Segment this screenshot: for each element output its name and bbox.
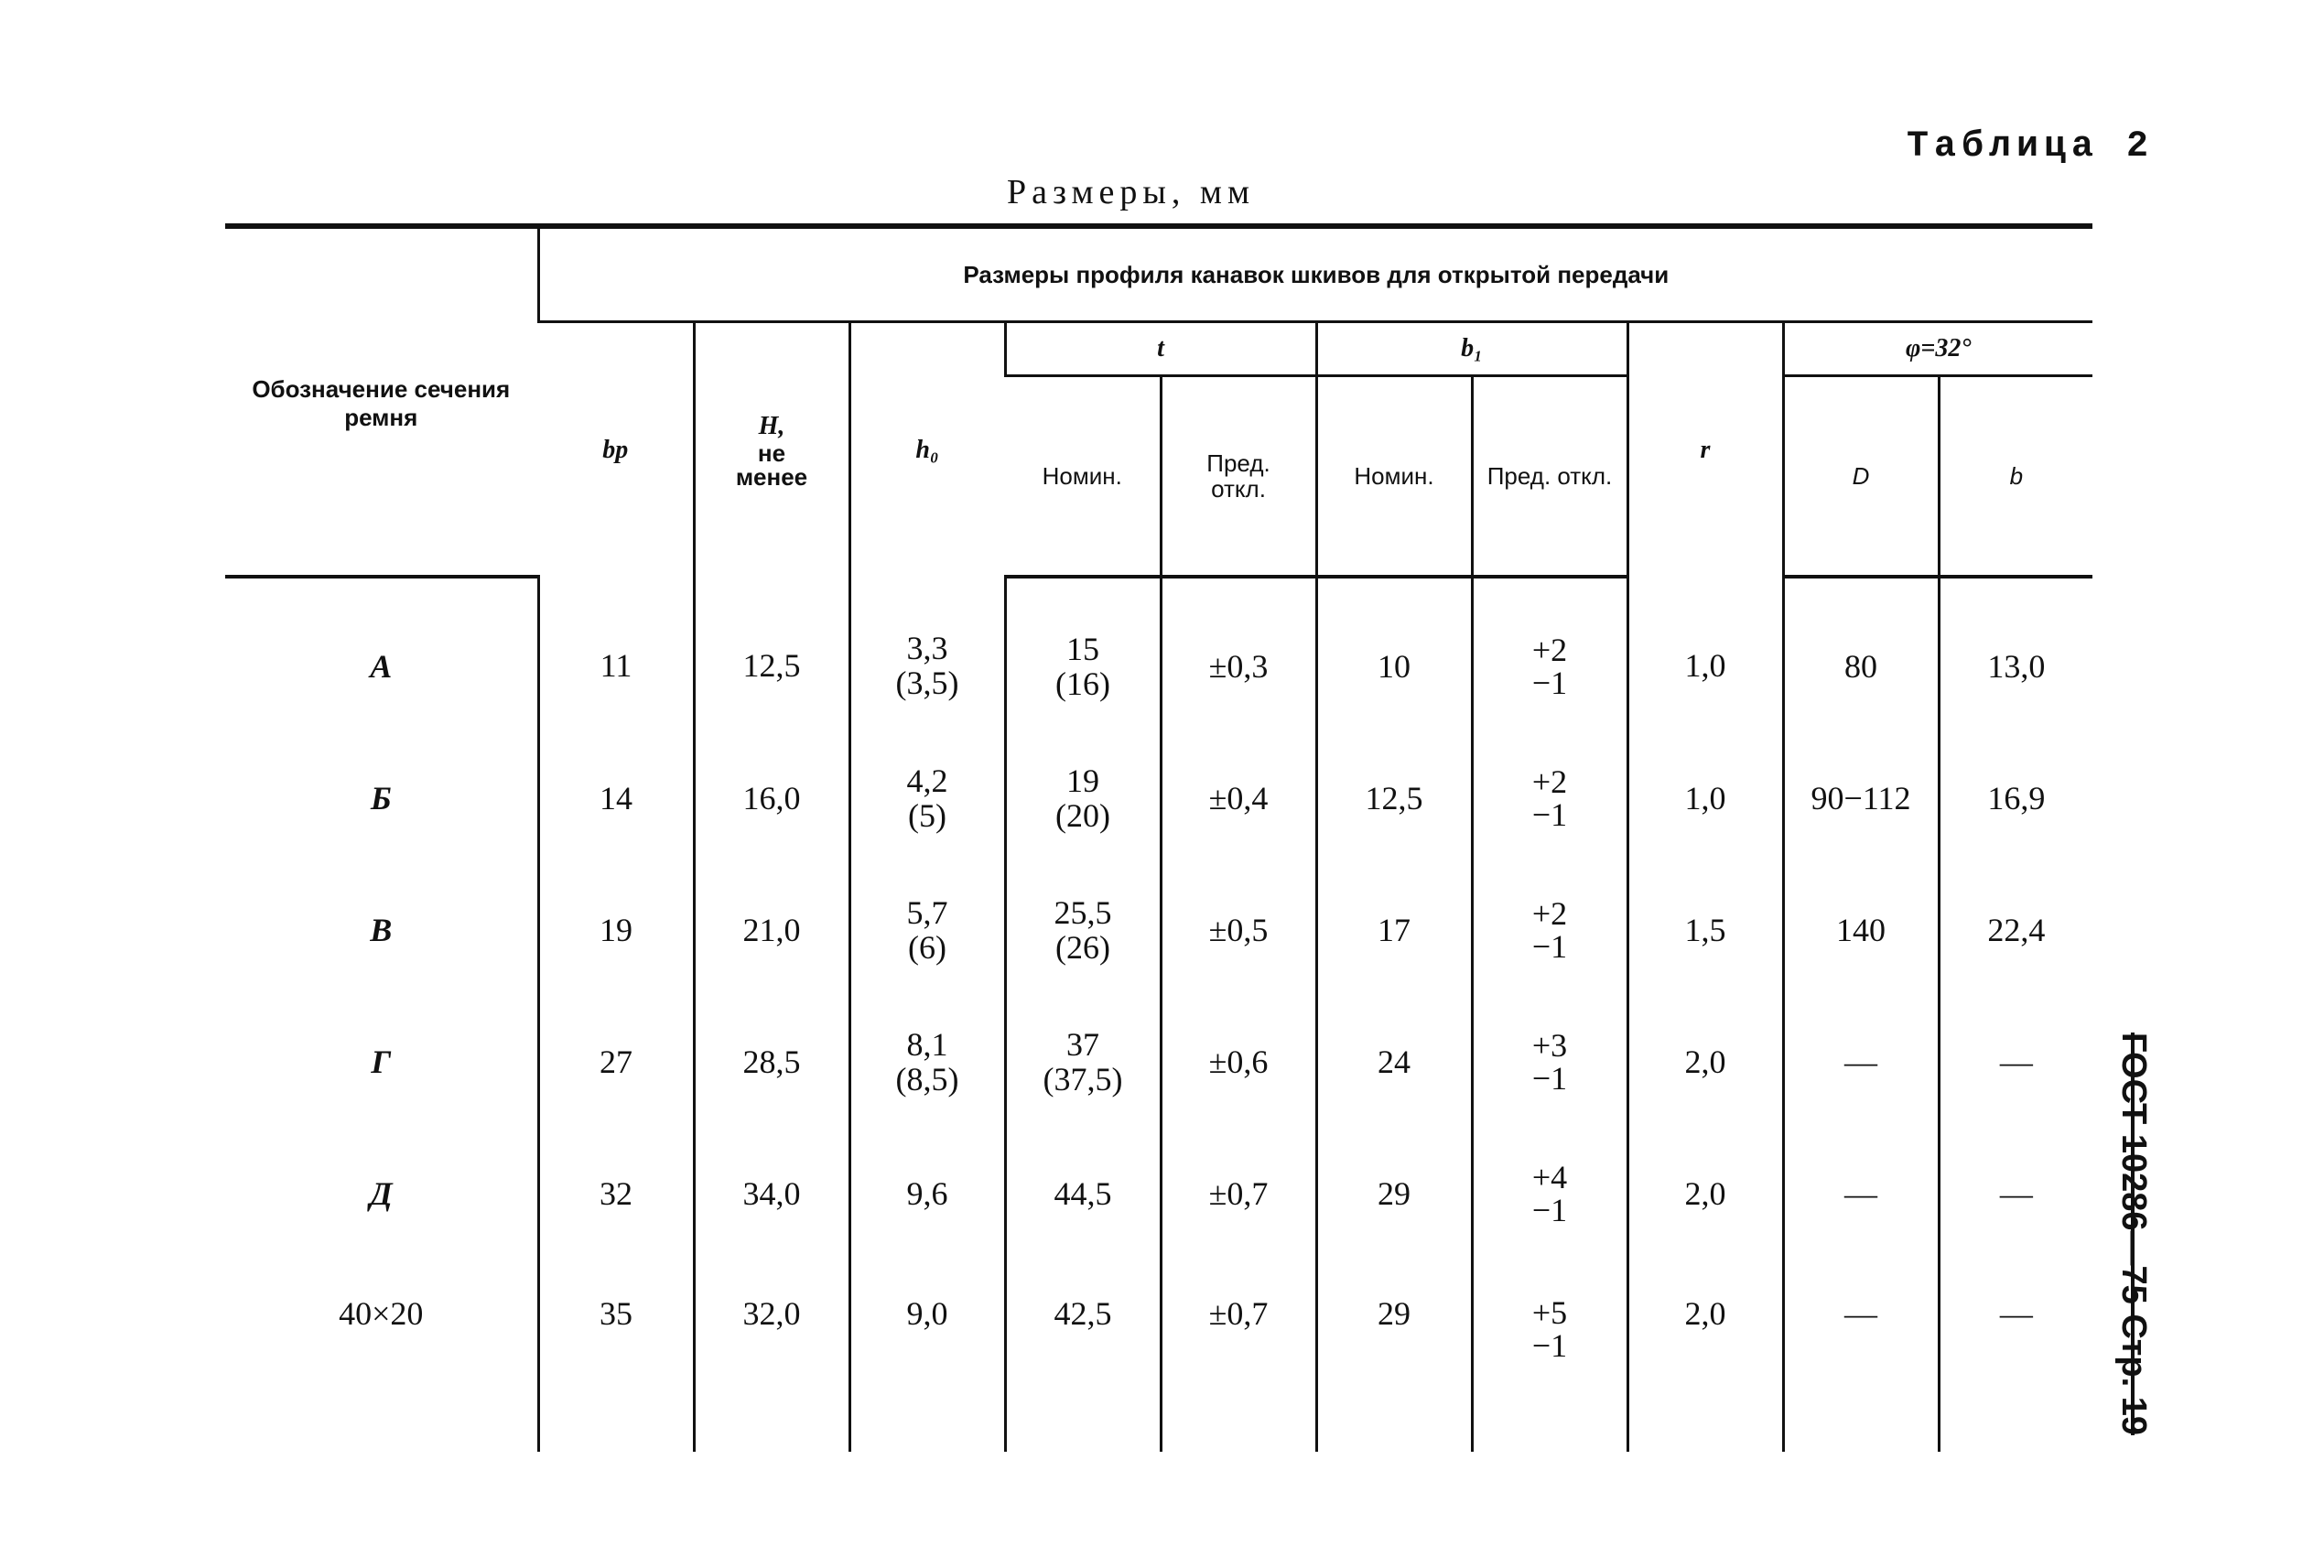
b1-deviation-cell: +3 −1 bbox=[1472, 996, 1627, 1128]
h0-cell: 9,0 bbox=[849, 1260, 1005, 1452]
b1-deviation-cell: +2 −1 bbox=[1472, 732, 1627, 864]
D-cell: — bbox=[1783, 1260, 1939, 1452]
H-cell: 32,0 bbox=[694, 1260, 849, 1452]
b1-nominal-cell: 24 bbox=[1316, 996, 1472, 1128]
b1-deviation-cell: +5 −1 bbox=[1472, 1260, 1627, 1452]
group-header: Размеры профиля канавок шкивов для открытой передачи bbox=[538, 226, 2092, 322]
b1-nominal-cell: 17 bbox=[1316, 864, 1472, 996]
header-b1-deviation: Пред. откл. bbox=[1472, 376, 1627, 578]
H-cell: 16,0 bbox=[694, 732, 849, 864]
r-cell: 1,0 bbox=[1627, 577, 1783, 732]
table-row bbox=[225, 1128, 2092, 1260]
b1-deviation-cell: +2 −1 bbox=[1472, 864, 1627, 996]
bp-cell: 14 bbox=[538, 732, 694, 864]
h0-cell: 9,6 bbox=[849, 1128, 1005, 1260]
b1-nominal-cell: 10 bbox=[1316, 577, 1472, 732]
H-cell: 34,0 bbox=[694, 1128, 849, 1260]
t-deviation-cell: ±0,5 bbox=[1161, 864, 1316, 996]
t-nominal-cell: 44,5 bbox=[1005, 1128, 1161, 1260]
bp-cell: 19 bbox=[538, 864, 694, 996]
t-nominal-cell: 25,5 (26) bbox=[1005, 864, 1161, 996]
header-t-deviation: Пред. откл. bbox=[1161, 376, 1316, 578]
t-nominal-cell: 37 (37,5) bbox=[1005, 996, 1161, 1128]
header-phi: φ=32° bbox=[1783, 322, 2092, 376]
designation-cell: А bbox=[370, 648, 393, 685]
header-b1-nominal: Номин. bbox=[1316, 376, 1472, 578]
table-row bbox=[225, 577, 2092, 732]
r-cell: 1,0 bbox=[1627, 732, 1783, 864]
D-cell: — bbox=[1783, 996, 1939, 1128]
bp-cell: 32 bbox=[538, 1128, 694, 1260]
bp-cell: 11 bbox=[538, 577, 694, 732]
t-deviation-cell: ±0,6 bbox=[1161, 996, 1316, 1128]
H-cell: 12,5 bbox=[694, 577, 849, 732]
designation-cell: 40×20 bbox=[339, 1295, 424, 1332]
t-deviation-cell: ±0,3 bbox=[1161, 577, 1316, 732]
pulley-groove-dimensions-table bbox=[225, 223, 2092, 1452]
bp-cell: 27 bbox=[538, 996, 694, 1128]
b-cell: — bbox=[1939, 996, 2092, 1128]
b1-nominal-cell: 12,5 bbox=[1316, 732, 1472, 864]
header-b: b bbox=[1939, 376, 2092, 578]
header-H-note: не менее bbox=[735, 438, 808, 491]
b-cell: 22,4 bbox=[1939, 864, 2092, 996]
D-cell: — bbox=[1783, 1128, 1939, 1260]
H-cell: 28,5 bbox=[694, 996, 849, 1128]
table-row bbox=[225, 864, 2092, 996]
h0-cell: 8,1 (8,5) bbox=[849, 996, 1005, 1128]
header-r: r bbox=[1627, 322, 1783, 578]
b1-deviation-cell: +4 −1 bbox=[1472, 1128, 1627, 1260]
units-caption: Размеры, мм bbox=[1007, 173, 1256, 211]
b1-nominal-cell: 29 bbox=[1316, 1260, 1472, 1452]
H-cell: 21,0 bbox=[694, 864, 849, 996]
header-bp: bр bbox=[602, 435, 629, 464]
r-cell: 1,5 bbox=[1627, 864, 1783, 996]
D-cell: 80 bbox=[1783, 577, 1939, 732]
table-number: Таблица 2 bbox=[1906, 126, 2154, 168]
designation-cell: Г bbox=[371, 1044, 392, 1080]
header-t-nominal: Номин. bbox=[1005, 376, 1161, 578]
b1-deviation-cell: +2 −1 bbox=[1472, 577, 1627, 732]
r-cell: 2,0 bbox=[1627, 1260, 1783, 1452]
designation-cell: Б bbox=[370, 780, 392, 816]
t-deviation-cell: ±0,7 bbox=[1161, 1260, 1316, 1452]
table-row bbox=[225, 1260, 2092, 1452]
table-row bbox=[225, 732, 2092, 864]
r-cell: 2,0 bbox=[1627, 1128, 1783, 1260]
designation-cell: Д bbox=[369, 1175, 393, 1212]
header-t: t bbox=[1005, 322, 1316, 376]
t-deviation-cell: ±0,7 bbox=[1161, 1128, 1316, 1260]
t-nominal-cell: 19 (20) bbox=[1005, 732, 1161, 864]
b-cell: — bbox=[1939, 1128, 2092, 1260]
designation-cell: В bbox=[370, 912, 393, 948]
h0-cell: 4,2 (5) bbox=[849, 732, 1005, 864]
designation-header: Обозначение сечения ремня bbox=[225, 226, 538, 577]
h0-cell: 5,7 (6) bbox=[849, 864, 1005, 996]
b-cell: 16,9 bbox=[1939, 732, 2092, 864]
D-cell: 140 bbox=[1783, 864, 1939, 996]
header-b1: b₁ bbox=[1316, 322, 1627, 376]
b1-nominal-cell: 29 bbox=[1316, 1128, 1472, 1260]
header-h0: h₀ bbox=[849, 322, 1005, 578]
standard-page-reference: ГОСТ 10286—75 Стр. 19 bbox=[2114, 1033, 2153, 1436]
bp-cell: 35 bbox=[538, 1260, 694, 1452]
D-cell: 90−112 bbox=[1783, 732, 1939, 864]
r-cell: 2,0 bbox=[1627, 996, 1783, 1128]
header-H: H, не менее bbox=[694, 322, 849, 578]
b-cell: 13,0 bbox=[1939, 577, 2092, 732]
h0-cell: 3,3 (3,5) bbox=[849, 577, 1005, 732]
t-deviation-cell: ±0,4 bbox=[1161, 732, 1316, 864]
t-nominal-cell: 15 (16) bbox=[1005, 577, 1161, 732]
table-row bbox=[225, 996, 2092, 1128]
header-D: D bbox=[1783, 376, 1939, 578]
b-cell: — bbox=[1939, 1260, 2092, 1452]
t-nominal-cell: 42,5 bbox=[1005, 1260, 1161, 1452]
